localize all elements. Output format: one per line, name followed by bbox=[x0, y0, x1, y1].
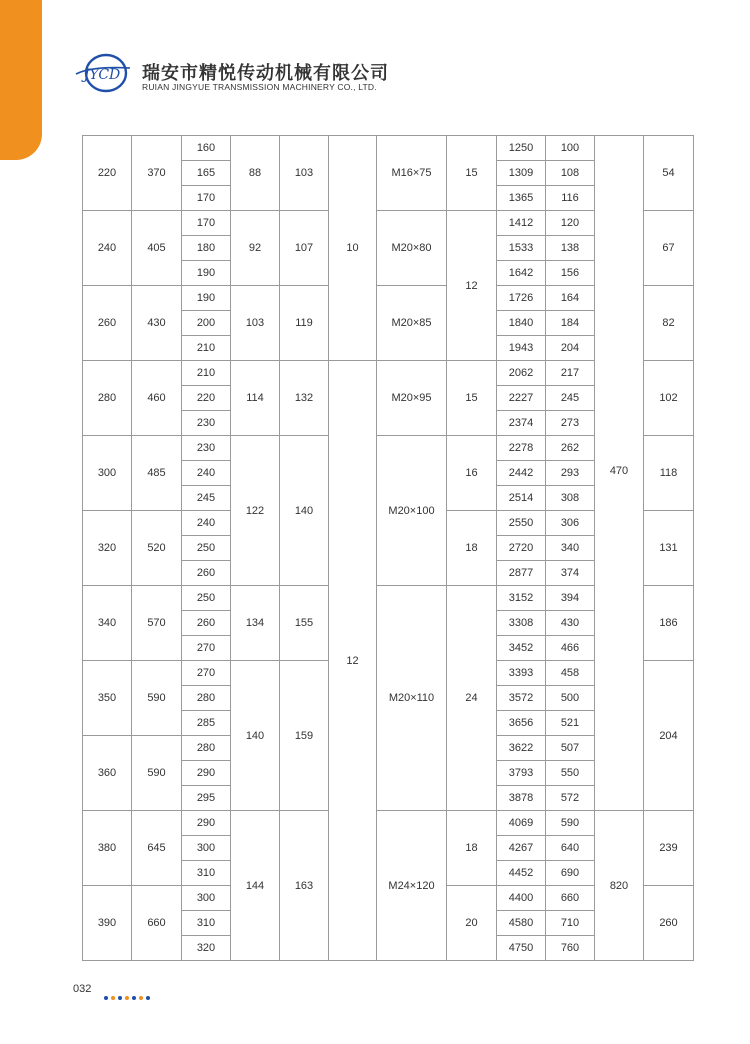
dot bbox=[125, 996, 129, 1000]
table-cell: 1365 bbox=[497, 186, 546, 211]
table-cell: 3878 bbox=[497, 786, 546, 811]
table-cell: 144 bbox=[231, 811, 280, 961]
table-cell: 250 bbox=[182, 586, 231, 611]
table-cell: 4580 bbox=[497, 911, 546, 936]
table-cell: 1533 bbox=[497, 236, 546, 261]
page-number: 032 bbox=[73, 983, 92, 995]
table-cell: 3308 bbox=[497, 611, 546, 636]
table-cell: 138 bbox=[546, 236, 595, 261]
table-cell: 320 bbox=[83, 511, 132, 586]
table-cell: 18 bbox=[447, 811, 497, 886]
table-cell: 210 bbox=[182, 336, 231, 361]
table-cell: 4400 bbox=[497, 886, 546, 911]
table-cell: 308 bbox=[546, 486, 595, 511]
table-cell: 4267 bbox=[497, 836, 546, 861]
logo-lettering: JYCD bbox=[83, 67, 121, 83]
table-cell: 520 bbox=[132, 511, 182, 586]
table-cell: 107 bbox=[280, 211, 329, 286]
table-cell: 300 bbox=[83, 436, 132, 511]
table-cell: 3622 bbox=[497, 736, 546, 761]
table-cell: 2278 bbox=[497, 436, 546, 461]
table-cell: 103 bbox=[231, 286, 280, 361]
table-cell: 186 bbox=[644, 586, 694, 661]
table-cell: 114 bbox=[231, 361, 280, 436]
table-cell: 374 bbox=[546, 561, 595, 586]
table-cell: 134 bbox=[231, 586, 280, 661]
table-cell: 485 bbox=[132, 436, 182, 511]
orange-side-tab bbox=[0, 0, 42, 160]
dot bbox=[132, 996, 136, 1000]
table-cell: 300 bbox=[182, 886, 231, 911]
table-cell: 240 bbox=[83, 211, 132, 286]
table-cell: 12 bbox=[329, 361, 377, 961]
table-cell: 10 bbox=[329, 136, 377, 361]
table-cell: 204 bbox=[546, 336, 595, 361]
table-cell: 1840 bbox=[497, 311, 546, 336]
table-cell: 108 bbox=[546, 161, 595, 186]
table-cell: 2062 bbox=[497, 361, 546, 386]
table-cell: 260 bbox=[182, 561, 231, 586]
table-cell: 270 bbox=[182, 661, 231, 686]
specification-table bbox=[82, 135, 694, 961]
table-cell: 245 bbox=[546, 386, 595, 411]
table-cell: 4452 bbox=[497, 861, 546, 886]
table-cell: 163 bbox=[280, 811, 329, 961]
company-logo bbox=[72, 52, 132, 94]
table-cell: 1943 bbox=[497, 336, 546, 361]
dot bbox=[104, 996, 108, 1000]
table-cell: 102 bbox=[644, 361, 694, 436]
table-cell: M20×80 bbox=[377, 211, 447, 286]
table-cell: 572 bbox=[546, 786, 595, 811]
table-cell: 430 bbox=[132, 286, 182, 361]
table-cell: 390 bbox=[83, 886, 132, 961]
table-cell: 1412 bbox=[497, 211, 546, 236]
table-cell: 180 bbox=[182, 236, 231, 261]
table-cell: 220 bbox=[83, 136, 132, 211]
dot bbox=[146, 996, 150, 1000]
table-cell: 217 bbox=[546, 361, 595, 386]
table-cell: 590 bbox=[132, 661, 182, 736]
table-cell: 340 bbox=[83, 586, 132, 661]
table-cell: M20×110 bbox=[377, 586, 447, 811]
table-cell: 239 bbox=[644, 811, 694, 886]
table-cell: 82 bbox=[644, 286, 694, 361]
table-cell: 170 bbox=[182, 211, 231, 236]
table-cell: 230 bbox=[182, 411, 231, 436]
table-cell: 760 bbox=[546, 936, 595, 961]
table-cell: 92 bbox=[231, 211, 280, 286]
table-cell: 2374 bbox=[497, 411, 546, 436]
table-cell: 250 bbox=[182, 536, 231, 561]
table-cell: 306 bbox=[546, 511, 595, 536]
table-cell: 293 bbox=[546, 461, 595, 486]
table-cell: 285 bbox=[182, 711, 231, 736]
table-cell: 170 bbox=[182, 186, 231, 211]
table-cell: 24 bbox=[447, 586, 497, 811]
table-cell: 245 bbox=[182, 486, 231, 511]
table-cell: 67 bbox=[644, 211, 694, 286]
table-cell: 3793 bbox=[497, 761, 546, 786]
table-cell: 260 bbox=[83, 286, 132, 361]
table-cell: 88 bbox=[231, 136, 280, 211]
table-cell: 164 bbox=[546, 286, 595, 311]
table-cell: 1309 bbox=[497, 161, 546, 186]
table-cell: 240 bbox=[182, 511, 231, 536]
table-cell: 120 bbox=[546, 211, 595, 236]
table-cell: 690 bbox=[546, 861, 595, 886]
table-cell: 2550 bbox=[497, 511, 546, 536]
table-cell: 140 bbox=[231, 661, 280, 811]
table-cell: 15 bbox=[447, 136, 497, 211]
table-cell: 310 bbox=[182, 911, 231, 936]
table-cell: 3393 bbox=[497, 661, 546, 686]
table-cell: 4750 bbox=[497, 936, 546, 961]
table-cell: M20×95 bbox=[377, 361, 447, 436]
table-cell: 140 bbox=[280, 436, 329, 586]
table-cell: 116 bbox=[546, 186, 595, 211]
table-cell: 16 bbox=[447, 436, 497, 511]
table-cell: 230 bbox=[182, 436, 231, 461]
table-cell: 270 bbox=[182, 636, 231, 661]
table-cell: 204 bbox=[644, 661, 694, 811]
table-cell: 570 bbox=[132, 586, 182, 661]
table-cell: 2877 bbox=[497, 561, 546, 586]
table-cell: M20×100 bbox=[377, 436, 447, 586]
table-cell: 1726 bbox=[497, 286, 546, 311]
table-cell: 273 bbox=[546, 411, 595, 436]
table-cell: 300 bbox=[182, 836, 231, 861]
decorative-dots bbox=[104, 987, 153, 993]
table-cell: M20×85 bbox=[377, 286, 447, 361]
table-cell: 460 bbox=[132, 361, 182, 436]
table-cell: 2442 bbox=[497, 461, 546, 486]
table-cell: 20 bbox=[447, 886, 497, 961]
table-cell: 200 bbox=[182, 311, 231, 336]
table-cell: 15 bbox=[447, 361, 497, 436]
table-cell: 370 bbox=[132, 136, 182, 211]
table-cell: 3152 bbox=[497, 586, 546, 611]
table-cell: 2514 bbox=[497, 486, 546, 511]
table-cell: 159 bbox=[280, 661, 329, 811]
table-cell: M24×120 bbox=[377, 811, 447, 961]
table-cell: 280 bbox=[182, 736, 231, 761]
table-cell: 820 bbox=[595, 811, 644, 961]
table-cell: 360 bbox=[83, 736, 132, 811]
table-cell: 210 bbox=[182, 361, 231, 386]
table-cell: 550 bbox=[546, 761, 595, 786]
table-cell: 220 bbox=[182, 386, 231, 411]
table-cell: 3452 bbox=[497, 636, 546, 661]
table-cell-merged-label: 470 bbox=[609, 465, 629, 477]
table-cell: 394 bbox=[546, 586, 595, 611]
table-cell: 54 bbox=[644, 136, 694, 211]
table-cell: 156 bbox=[546, 261, 595, 286]
table-cell: 521 bbox=[546, 711, 595, 736]
table-row bbox=[83, 811, 694, 836]
table-cell: 118 bbox=[644, 436, 694, 511]
table-cell: 190 bbox=[182, 286, 231, 311]
table-cell: 1250 bbox=[497, 136, 546, 161]
table-cell: 405 bbox=[132, 211, 182, 286]
table-cell: 500 bbox=[546, 686, 595, 711]
table-cell: 310 bbox=[182, 861, 231, 886]
table-cell: 260 bbox=[182, 611, 231, 636]
table-cell: 131 bbox=[644, 511, 694, 586]
table-cell: 430 bbox=[546, 611, 595, 636]
table-cell: 645 bbox=[132, 811, 182, 886]
table-cell: 260 bbox=[644, 886, 694, 961]
table-cell: 280 bbox=[182, 686, 231, 711]
table-cell: 3572 bbox=[497, 686, 546, 711]
table-cell: 132 bbox=[280, 361, 329, 436]
table-cell: 466 bbox=[546, 636, 595, 661]
table-cell: 320 bbox=[182, 936, 231, 961]
table-cell: 262 bbox=[546, 436, 595, 461]
table-cell: 340 bbox=[546, 536, 595, 561]
table-cell: 103 bbox=[280, 136, 329, 211]
table-cell: 2720 bbox=[497, 536, 546, 561]
table-cell: 590 bbox=[546, 811, 595, 836]
dot bbox=[118, 996, 122, 1000]
table-row bbox=[83, 136, 694, 161]
company-name-english: RUIAN JINGYUE TRANSMISSION MACHINERY CO., LTD. bbox=[142, 82, 377, 92]
table-cell: 155 bbox=[280, 586, 329, 661]
table-cell: 507 bbox=[546, 736, 595, 761]
table-cell: 190 bbox=[182, 261, 231, 286]
table-cell: 350 bbox=[83, 661, 132, 736]
dot bbox=[111, 996, 115, 1000]
table-cell: 380 bbox=[83, 811, 132, 886]
table-cell: 295 bbox=[182, 786, 231, 811]
table-cell: 280 bbox=[83, 361, 132, 436]
table-cell: 660 bbox=[546, 886, 595, 911]
table-cell: 165 bbox=[182, 161, 231, 186]
table-cell: 290 bbox=[182, 761, 231, 786]
table-cell: 3656 bbox=[497, 711, 546, 736]
table-cell: 1642 bbox=[497, 261, 546, 286]
table-cell: M16×75 bbox=[377, 136, 447, 211]
table-cell: 160 bbox=[182, 136, 231, 161]
table-cell: 710 bbox=[546, 911, 595, 936]
table-cell: 122 bbox=[231, 436, 280, 586]
table-cell: 18 bbox=[447, 511, 497, 586]
table-cell: 458 bbox=[546, 661, 595, 686]
dot bbox=[139, 996, 143, 1000]
table-cell: 640 bbox=[546, 836, 595, 861]
table-cell: 2227 bbox=[497, 386, 546, 411]
company-name-chinese: 瑞安市精悦传动机械有限公司 bbox=[142, 63, 389, 83]
table-cell: 290 bbox=[182, 811, 231, 836]
table-cell: 590 bbox=[132, 736, 182, 811]
table-cell: 184 bbox=[546, 311, 595, 336]
table-cell: 4069 bbox=[497, 811, 546, 836]
table-cell: 119 bbox=[280, 286, 329, 361]
table-cell: 660 bbox=[132, 886, 182, 961]
table-cell: 240 bbox=[182, 461, 231, 486]
table-cell: 100 bbox=[546, 136, 595, 161]
table-cell: 12 bbox=[447, 211, 497, 361]
